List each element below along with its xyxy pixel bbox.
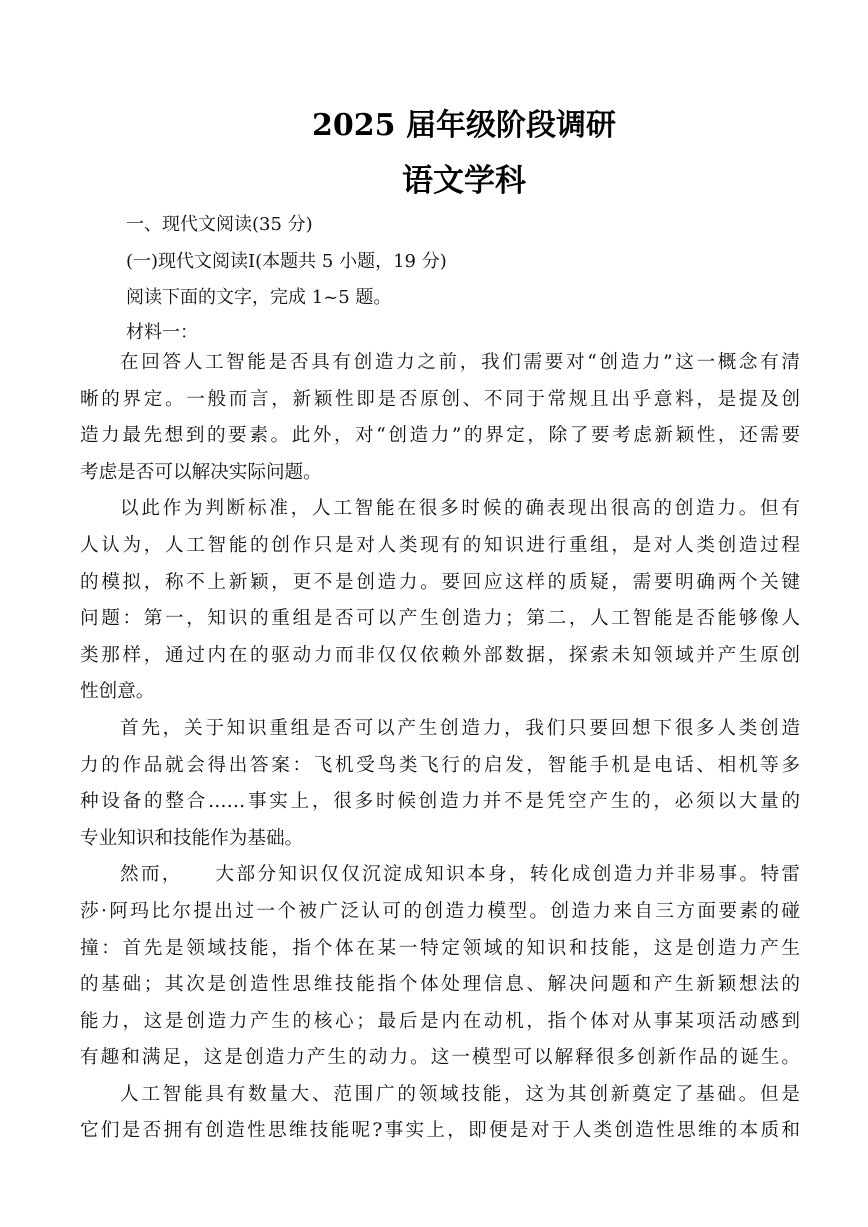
passage-line: 然而， 大部分知识仅仅沉淀成知识本身，转化成创造力并非易事。特雷 bbox=[120, 864, 800, 886]
passage-line: 专业知识和技能作为基础。 bbox=[80, 827, 304, 849]
subsection-heading: (一)现代文阅读I(本题共 5 小题，19 分) bbox=[126, 251, 447, 272]
passage-line: 莎·阿玛比尔提出过一个被广泛认可的创造力模型。创造力来自三方面要素的碰 bbox=[80, 900, 800, 922]
passage-line: 人认为，人工智能的创作只是对人类现有的知识进行重组，是对人类创造过程 bbox=[80, 534, 800, 556]
passage-line: 它们是否拥有创造性思维技能呢?事实上，即便是对于人类创造性思维的本质和 bbox=[80, 1120, 800, 1142]
passage-line: 晰的界定。一般而言，新颖性即是否原创、不同于常规且出乎意料，是提及创 bbox=[80, 388, 800, 410]
passage-line: 以此作为判断标准，人工智能在很多时候的确表现出很高的创造力。但有 bbox=[120, 498, 800, 520]
passage-line: 造力最先想到的要素。此外，对“创造力”的界定，除了要考虑新颖性，还需要 bbox=[80, 425, 800, 447]
material-label: 材料一： bbox=[126, 322, 198, 343]
passage-line: 能力，这是创造力产生的核心；最后是内在动机，指个体对从事某项活动感到 bbox=[80, 1010, 800, 1032]
section-heading: 一、现代文阅读(35 分) bbox=[126, 214, 313, 235]
passage-line: 性创意。 bbox=[80, 681, 155, 703]
passage-line: 类那样，通过内在的驱动力而非仅仅依赖外部数据，探索未知领域并产生原创 bbox=[80, 644, 800, 666]
passage-line: 人工智能具有数量大、范围广的领域技能，这为其创新奠定了基础。但是 bbox=[120, 1083, 800, 1105]
passage-line: 问题：第一，知识的重组是否可以产生创造力；第二，人工智能是否能够像人 bbox=[80, 608, 800, 630]
passage-body bbox=[80, 345, 800, 1150]
passage-line: 在回答人工智能是否具有创造力之前，我们需要对“创造力”这一概念有清 bbox=[120, 352, 800, 373]
passage-line: 有趣和满足，这是创造力产生的动力。这一模型可以解释很多创新作品的诞生。 bbox=[80, 1047, 800, 1069]
passage-line: 首先，关于知识重组是否可以产生创造力，我们只要回想下很多人类创造 bbox=[120, 717, 800, 739]
passage-line: 考虑是否可以解决实际问题。 bbox=[80, 461, 322, 483]
passage-line: 的基础；其次是创造性思维技能指个体处理信息、解决问题和产生新颖想法的 bbox=[80, 974, 800, 996]
passage-line: 力的作品就会得出答案：飞机受鸟类飞行的启发，智能手机是电话、相机等多 bbox=[80, 754, 800, 776]
passage-line: 撞：首先是领域技能，指个体在某一特定领域的知识和技能，这是创造力产生 bbox=[80, 937, 800, 959]
passage-line: 种设备的整合……事实上，很多时候创造力并不是凭空产生的，必须以大量的 bbox=[80, 791, 800, 813]
document-subtitle: 语文学科 bbox=[402, 163, 526, 199]
passage-line: 的模拟，称不上新颖，更不是创造力。要回应这样的质疑，需要明确两个关键 bbox=[80, 571, 800, 593]
document-title: 2025 届年级阶段调研 bbox=[312, 108, 616, 143]
instruction-text: 阅读下面的文字，完成 1~5 题。 bbox=[126, 287, 392, 308]
